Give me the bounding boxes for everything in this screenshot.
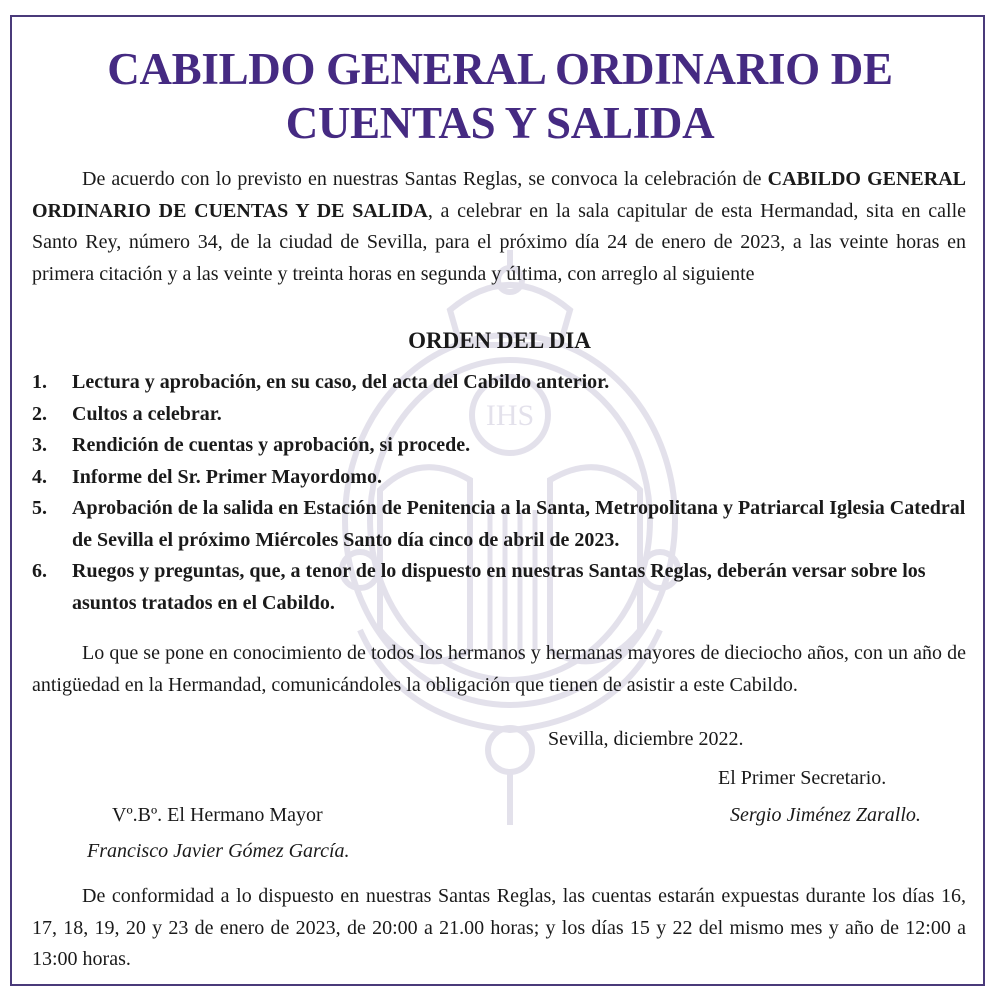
agenda-item: 4. Informe del Sr. Primer Mayordomo. [32, 465, 382, 488]
agenda-item: 6. Ruegos y preguntas, que, a tenor de lo dispuesto en nuestras Santas Reglas, deberán versar sobre los asuntos tratados en el Cabildo. [32, 560, 926, 614]
agenda-item: 1. Lectura y aprobación, en su caso, del acta del Cabildo anterior. [32, 371, 610, 393]
agenda-item: 2. Cultos a celebrar. [32, 402, 222, 425]
intro-paragraph: De acuerdo con lo previsto en nuestras Santas Reglas, se convoca la celebración de CABILDO GENERAL ORDINARIO DE CUENTAS Y DE SALIDA, a celebrar en la sala capitular de esta Hermandad, sita en calle Santo Rey, número 34, de la ciudad de Sevilla, para el próximo día 24 de enero de 2023, a las veinte horas en primera citación y a las veinte y treinta horas en segunda y última, con arreglo al siguiente [32, 168, 966, 285]
agenda-list [32, 367, 966, 619]
hermano-mayor-name: Francisco Javier Gómez García. [87, 840, 350, 862]
secretary-name: Sergio Jiménez Zarallo. [730, 804, 921, 826]
hermano-mayor-role: Vº.Bº. El Hermano Mayor [112, 804, 323, 826]
agenda-title: ORDEN DEL DIA [408, 328, 591, 353]
accounts-paragraph: De conformidad a lo dispuesto en nuestras Santas Reglas, las cuentas estarán expuestas durante los días 16, 17, 18, 19, 20 y 23 de enero de 2023, de 20:00 a 21.00 horas; y los días 15 y 22 del mismo mes y año de 12:00 a 13:00 horas. [32, 885, 966, 970]
notice-paragraph: Lo que se pone en conocimiento de todos los hermanos y hermanas mayores de dieciocho años, con un año de antigüedad en la Hermandad, comunicándoles la obligación que tienen de asistir a este Cabildo. [32, 642, 966, 696]
page-title: CABILDO GENERAL ORDINARIO DE CUENTAS Y SALIDA [107, 44, 893, 148]
agenda-item: 3. Rendición de cuentas y aprobación, si procede. [32, 434, 471, 456]
intro-bold: CABILDO GENERAL ORDINARIO DE CUENTAS Y DE SALIDA [32, 168, 966, 222]
svg-text:IHS: IHS [485, 399, 535, 432]
agenda-item: 5. Aprobación de la salida en Estación de Penitencia a la Santa, Metropolitana y Patriarcal Iglesia Catedral de Sevilla el próximo Miércoles Santo día cinco de abril de 2023. [32, 497, 966, 551]
date-line: Sevilla, diciembre 2022. [548, 728, 744, 750]
secretary-role: El Primer Secretario. [718, 767, 887, 789]
